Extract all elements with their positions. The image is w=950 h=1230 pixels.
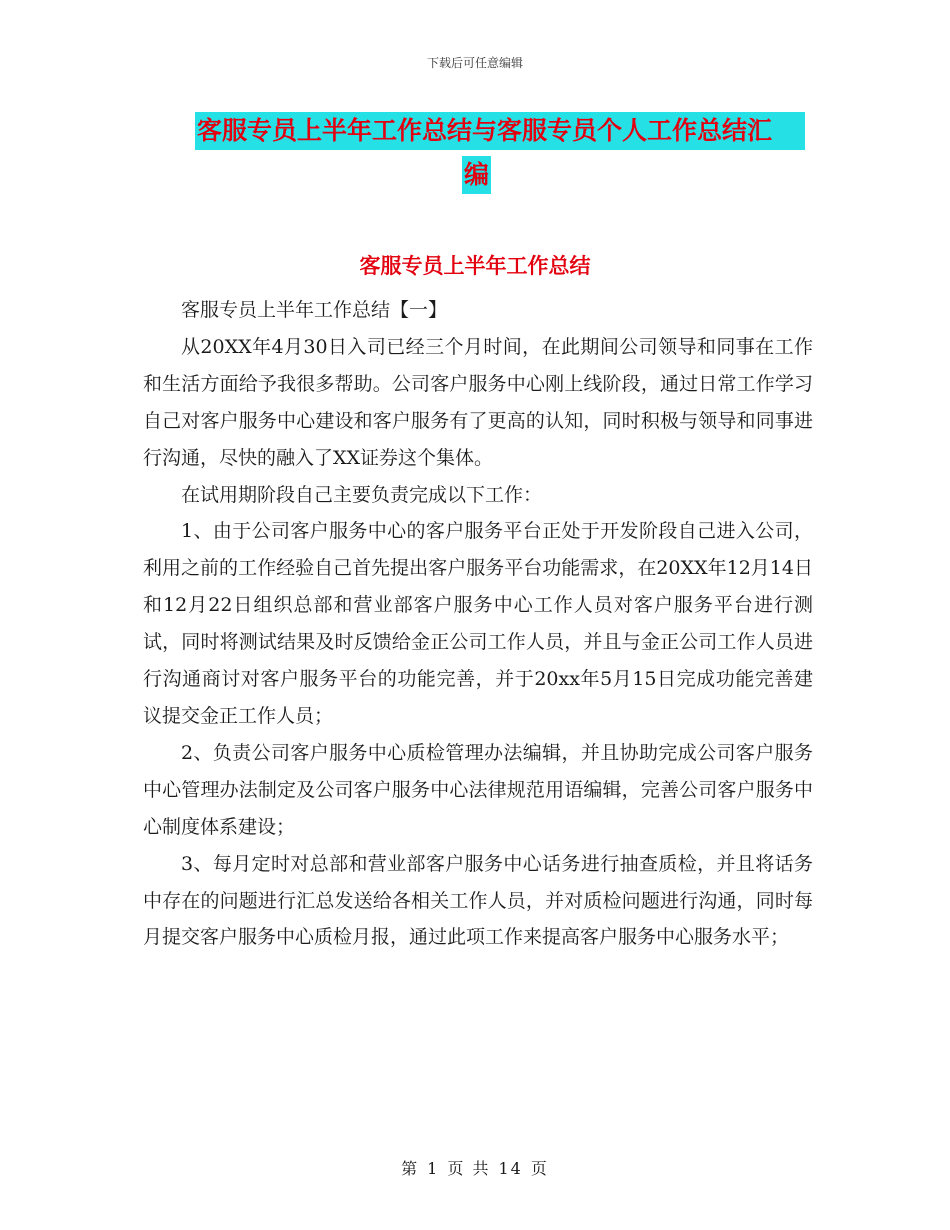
section-heading: 客服专员上半年工作总结: [359, 254, 591, 278]
footer-prefix: 第: [401, 1159, 420, 1178]
paragraph: 3、每月定时对总部和营业部客户服务中心话务进行抽查质检，并且将话务中存在的问题进行汇总发送给各相关工作人员，并对质检问题进行沟通，同时每月提交客户服务中心质检月报，通过此项工作来提高客户服务中心服务水平；: [143, 852, 813, 949]
page-header: 下载后可任意编辑: [426, 56, 523, 70]
footer-middle: 页 共: [447, 1159, 491, 1178]
body-text: [143, 292, 813, 956]
paragraph: 在试用期阶段自己主要负责完成以下工作：: [181, 483, 543, 506]
paragraph: 1、由于公司客户服务中心的客户服务平台正处于开发阶段自己进入公司，利用之前的工作经验自己首先提出客户服务平台功能需求，在20XX年12月14日和12月22日组织总部和营业部客户服务中心工作人员对客户服务平台进行测试，同时将测试结果及时反馈给金正公司工作人员，并且与金正公司工作人员进行沟通商讨对客户服务平台的功能完善，并于20xx年5月15日完成功能完善建议提交金正工作人员；: [143, 520, 813, 727]
paragraph: 2、负责公司客户服务中心质检管理办法编辑，并且协助完成公司客户服务中心管理办法制定及公司客户服务中心法律规范用语编辑，完善公司客户服务中心制度体系建设；: [143, 741, 813, 838]
footer-suffix: 页: [530, 1159, 549, 1178]
footer-page-number: 1: [427, 1159, 440, 1178]
page-footer: [0, 1156, 950, 1179]
footer-total-pages: 14: [498, 1159, 523, 1178]
title-line-1: 客服专员上半年工作总结与客服专员个人工作总结汇: [195, 112, 805, 150]
title-line-2: 编: [462, 156, 491, 194]
paragraph: 客服专员上半年工作总结【一】: [181, 299, 448, 321]
paragraph: 从20XX年4月30日入司已经三个月时间，在此期间公司领导和同事在工作和生活方面给予我很多帮助。公司客户服务中心刚上线阶段，通过日常工作学习自己对客户服务中心建设和客户服务有了更高的认知，同时积极与领导和同事进行沟通，尽快的融入了XX证券这个集体。: [143, 335, 813, 469]
